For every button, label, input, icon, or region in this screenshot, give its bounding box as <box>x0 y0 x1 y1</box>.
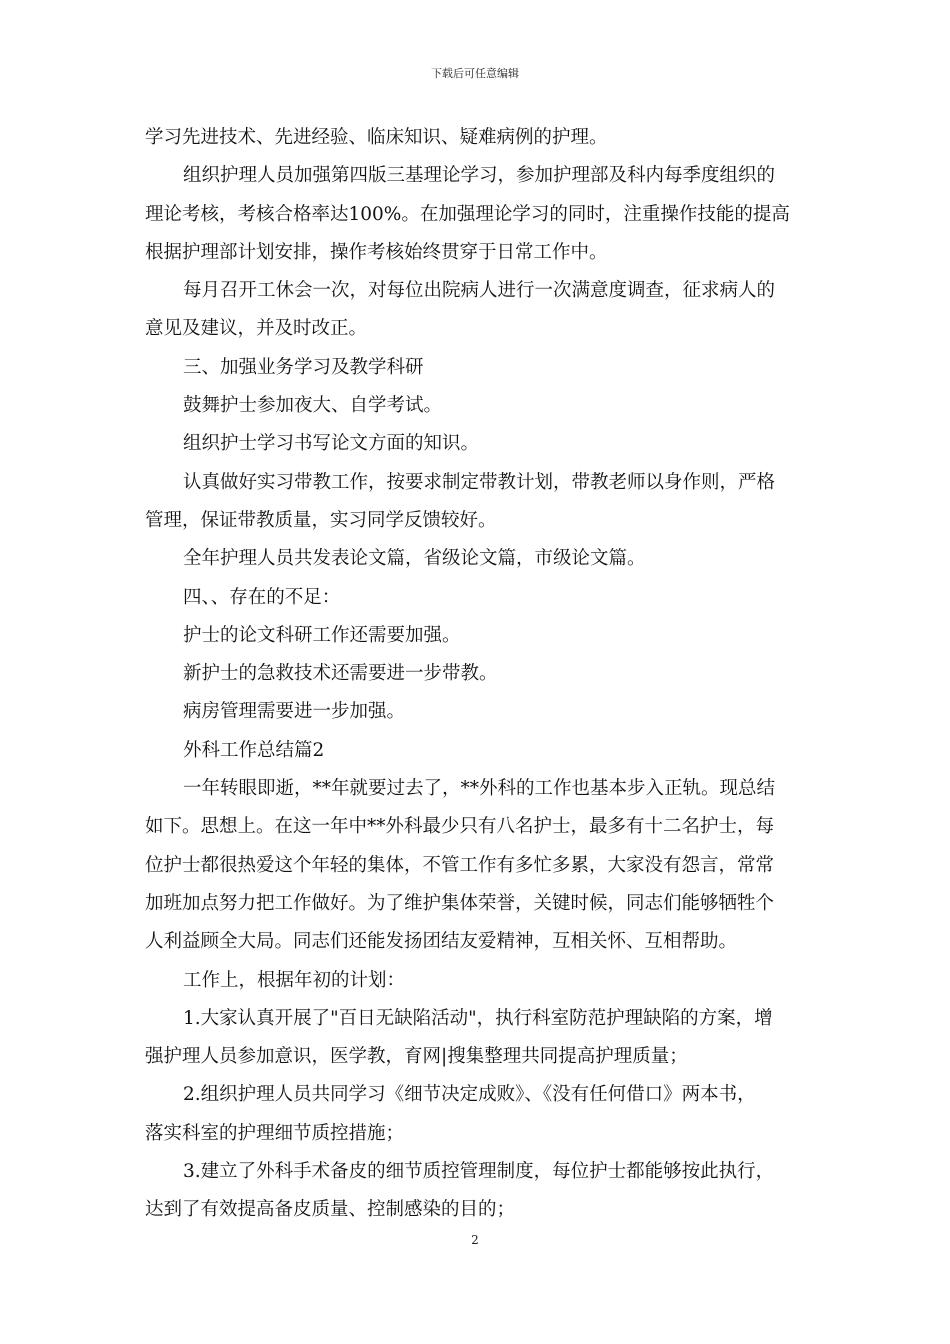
text-line: 工作上，根据年初的计划： <box>183 969 406 991</box>
text-line: 落实科室的护理细节质控措施； <box>145 1122 405 1144</box>
text-line: 每月召开工休会一次，对每位出院病人进行一次满意度调查，征求病人的 <box>183 280 776 302</box>
text-line: 鼓舞护士参加夜大、自学考试。 <box>183 395 443 417</box>
text-line: 护士的论文科研工作还需要加强。 <box>183 624 461 646</box>
text-line: 3.建立了外科手术备皮的细节质控管理制度，每位护士都能够按此执行， <box>183 1161 775 1183</box>
text-line: 新护士的急救技术还需要进一步带教。 <box>183 663 498 685</box>
text-line: 组织护士学习书写论文方面的知识。 <box>183 433 480 455</box>
text-line: 1.大家认真开展了"百日无缺陷活动"，执行科室防范护理缺陷的方案，增 <box>183 1007 773 1029</box>
text-line: 四、、存在的不足： <box>183 586 341 608</box>
text-line: 意见及建议，并及时改正。 <box>145 318 368 340</box>
text-line: 理论考核，考核合格率达100%。在加强理论学习的同时，注重操作技能的提高 <box>145 203 790 225</box>
text-line: 位护士都很热爱这个年轻的集体，不管工作有多忙多累，大家没有怨言，常常 <box>145 854 775 876</box>
text-line: 外科工作总结篇2 <box>183 739 325 761</box>
text-line: 2.组织护理人员共同学习《细节决定成败》、《没有任何借口》两本书， <box>183 1084 756 1106</box>
page-number: 2 <box>471 1233 479 1247</box>
document-body <box>145 119 809 1230</box>
text-line: 全年护理人员共发表论文篇，省级论文篇，市级论文篇。 <box>183 548 646 570</box>
text-line: 强护理人员参加意识，医学教，育网|搜集整理共同提高护理质量； <box>145 1046 688 1068</box>
text-line: 如下。思想上。在这一年中**外科最少只有八名护士，最多有十二名护士，每 <box>145 816 775 838</box>
text-line: 病房管理需要进一步加强。 <box>183 701 406 723</box>
text-line: 加班加点努力把工作做好。为了维护集体荣誉，关键时候，同志们能够牺牲个 <box>145 892 775 914</box>
page-header: 下载后可任意编辑 <box>431 67 519 80</box>
text-line: 认真做好实习带教工作，按要求制定带教计划，带教老师以身作则，严格 <box>183 471 776 493</box>
text-line: 学习先进技术、先进经验、临床知识、疑难病例的护理。 <box>145 127 608 148</box>
text-line: 根据护理部计划安排，操作考核始终贯穿于日常工作中。 <box>145 241 608 263</box>
text-line: 管理，保证带教质量，实习同学反馈较好。 <box>145 509 497 531</box>
text-line: 人利益顾全大局。同志们还能发扬团结友爱精神，互相关怀、互相帮助。 <box>145 931 738 953</box>
text-line: 三、加强业务学习及教学科研 <box>183 356 424 378</box>
text-line: 一年转眼即逝，**年就要过去了，**外科的工作也基本步入正轨。现总结 <box>183 778 776 800</box>
text-line: 达到了有效提高备皮质量、控制感染的目的； <box>145 1199 516 1221</box>
text-line: 组织护理人员加强第四版三基理论学习，参加护理部及科内每季度组织的 <box>183 165 776 187</box>
